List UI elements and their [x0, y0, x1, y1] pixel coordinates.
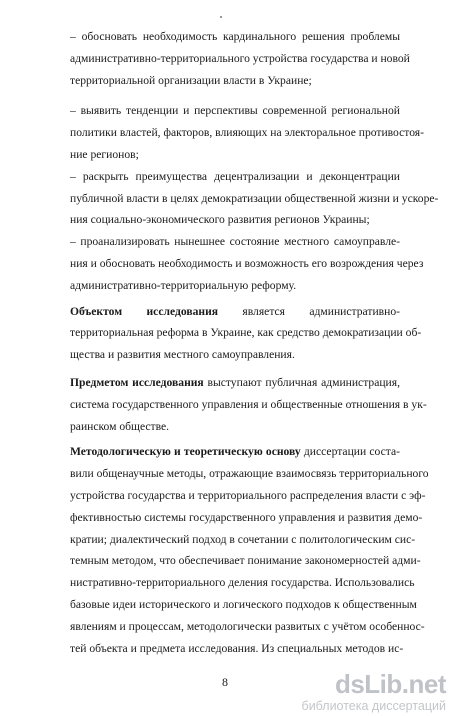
- text-line: система государственного управления и общественные отношения в ук-: [70, 397, 427, 411]
- text-line: административно-территориальную реформу.: [70, 278, 297, 292]
- text-line: явлениям и процессам, методологически развитых с учётом особеннос-: [70, 619, 425, 633]
- text-line: щества и развития местного самоуправления.: [70, 348, 295, 362]
- watermark-logo: dsLib.net: [334, 669, 446, 699]
- text-line: базовые идеи исторического и логического подходов к общественным: [70, 598, 417, 611]
- text-line: ния социально-экономического развития регионов Украины;: [70, 213, 370, 227]
- text-line: – раскрыть преимущества децентрализации и деконцентрации: [70, 169, 400, 183]
- watermark-subtitle: библиотека диссертаций: [301, 699, 446, 713]
- page-number: 8: [222, 675, 228, 690]
- text-line: фективностью системы государственного управления и развития демо-: [70, 510, 423, 524]
- subject-term: Предметом исследования: [70, 376, 204, 389]
- object-term: Объектом исследования: [70, 304, 219, 318]
- method-line: [70, 445, 400, 459]
- text-line: политики властей, факторов, влияющих на электоральное противостоя-: [70, 126, 424, 140]
- text-line: административно-территориального устройства государства и новой: [70, 51, 410, 65]
- text-line: темным методом, что обеспечивает понимание закономерностей адми-: [70, 554, 421, 568]
- text-line: ния и обосновать необходимость и возможность его возрождения через: [70, 257, 424, 270]
- text-line: публичной власти в целях демократизации общественной жизни и ускоре-: [70, 191, 439, 205]
- text-line: – проанализировать нынешнее состояние местного самоуправле-: [70, 235, 400, 249]
- text-line: устройства государства и территориального распределения власти с эф-: [70, 489, 426, 502]
- method-rest: диссертации соста-: [300, 445, 400, 459]
- subject-rest: выступают публичная администрация,: [203, 376, 400, 389]
- text-line: вили общенаучные методы, отражающие взаимосвязь территориального: [70, 467, 429, 481]
- method-term: Методологическую и теоретическую основу: [70, 445, 301, 459]
- text-line: кратии; диалектический подход в сочетании с политологическим сис-: [70, 532, 416, 546]
- text-line: территориальной организации власти в Украине;: [70, 73, 312, 87]
- text-line: территориальная реформа в Украине, как средство демократизации об-: [70, 326, 422, 340]
- object-rest: является административно-: [218, 304, 400, 318]
- text-line: нистративно-территориального деления государства. Использовались: [70, 576, 415, 590]
- text-line: раинском обществе.: [70, 419, 170, 433]
- text-line: – обосновать необходимость кардинального решения проблемы: [70, 30, 400, 43]
- text-line: – выявить тенденции и перспективы современной региональной: [70, 104, 400, 118]
- object-line: [70, 305, 400, 319]
- text-line: тей объекта и предмета исследования. Из специальных методов ис-: [70, 641, 404, 655]
- subject-line: [70, 376, 400, 390]
- scan-speck: [220, 16, 222, 18]
- text-line: ние регионов;: [70, 148, 139, 161]
